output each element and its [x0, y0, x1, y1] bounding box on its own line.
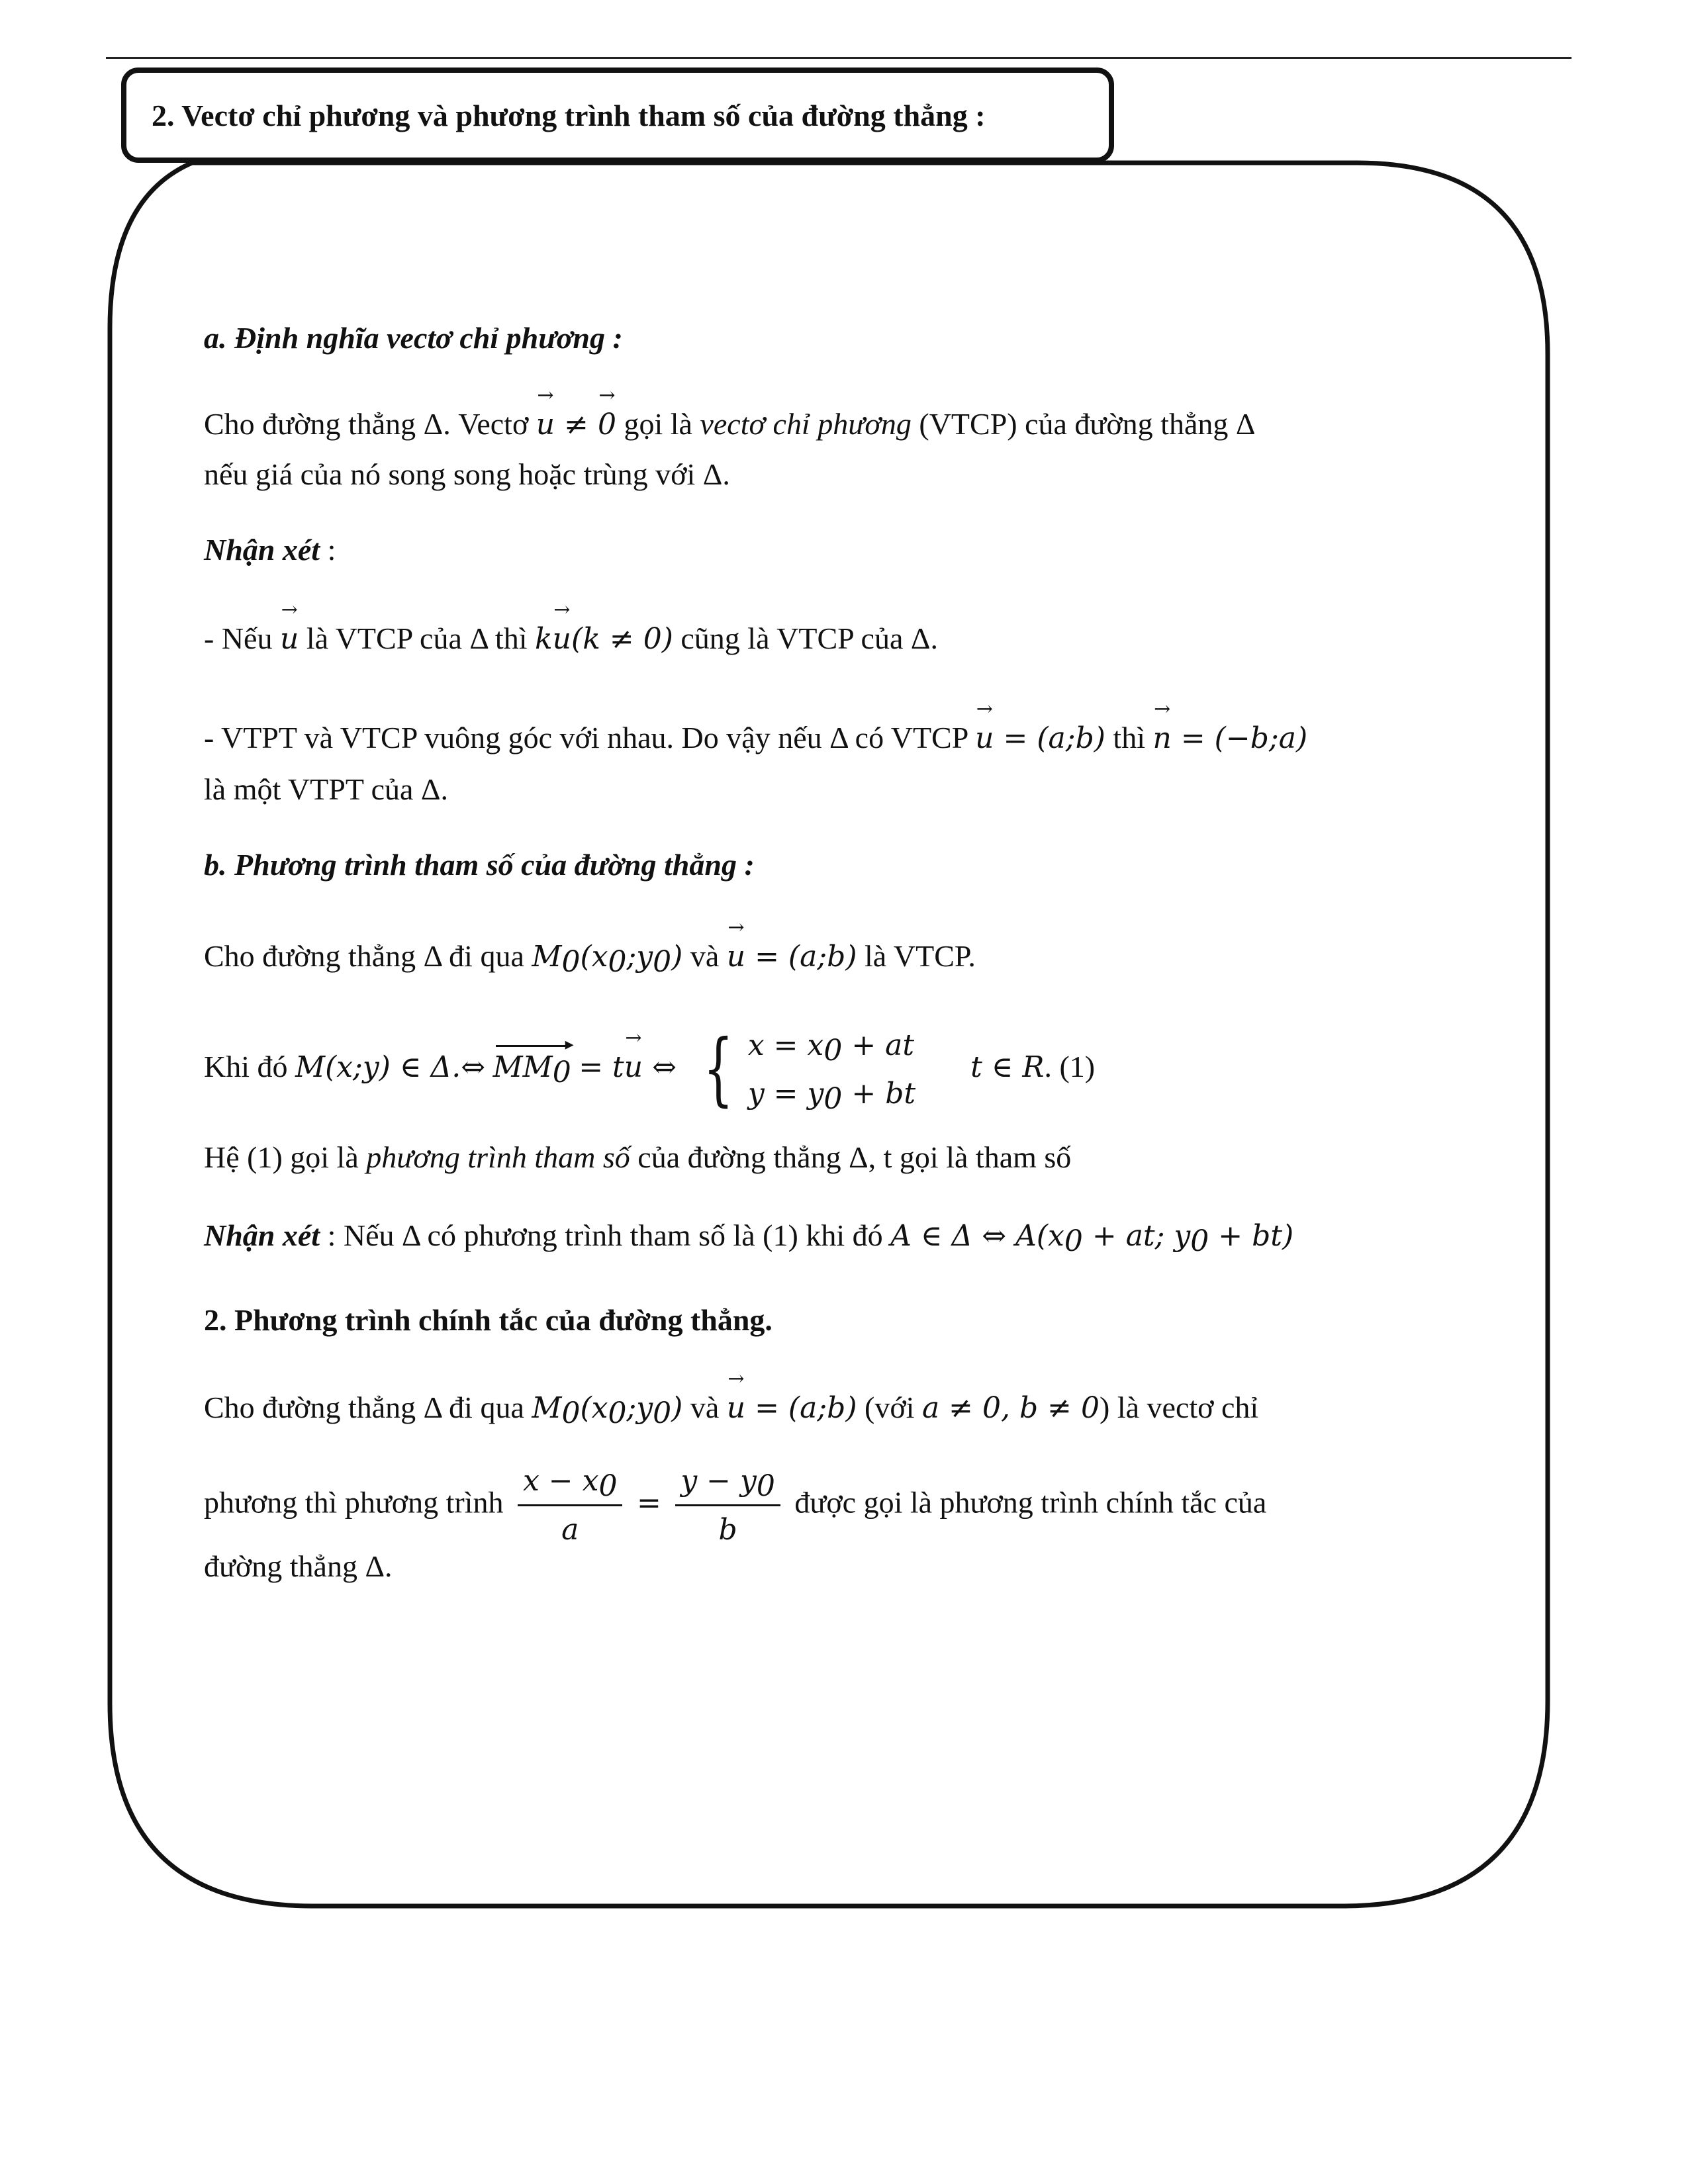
remark-a-item-2-line-2: là một VTPT của Δ. [204, 772, 449, 806]
text: : [320, 533, 336, 567]
param-system [693, 1023, 916, 1116]
heading-b: b. Phương trình tham số của đường thẳng : [204, 848, 755, 882]
text: Cho đường thẳng Δ đi qua [204, 939, 524, 973]
text: thì [1113, 721, 1145, 754]
section-title: 2. Vectơ chỉ phương và phương trình tham số của đường thẳng : [152, 98, 986, 132]
italic-term: phương trình tham số [366, 1140, 630, 1174]
text: : Nếu Δ có phương trình tham số là (1) khi đó [320, 1218, 883, 1252]
text: (VTCP) của đường thẳng Δ [919, 407, 1256, 441]
math-t-in-r: t ∈ R [970, 1050, 1045, 1084]
math-condition: a ≠ 0, b ≠ 0 [921, 1391, 1100, 1425]
system-eq-x: $x = x_0$ + at [747, 1028, 915, 1068]
param-line-3 [204, 1137, 1071, 1178]
text: Cho đường thẳng Δ. Vectơ [204, 407, 529, 441]
heading-2: 2. Phương trình chính tắc của đường thẳng. [204, 1303, 773, 1337]
remark-label: Nhận xét [204, 533, 320, 567]
math-u-neq-0: → u ≠ → 0 [536, 408, 616, 441]
text: và [690, 939, 720, 973]
remark-b [204, 1215, 1293, 1256]
definition-line-2: nếu giá của nó song song hoặc trùng với Δ. [204, 457, 730, 491]
canonical-line-2 [204, 1461, 1266, 1550]
text: ) là vectơ chỉ [1100, 1390, 1259, 1424]
text: gọi là [624, 407, 692, 441]
definition-line-1 [204, 404, 1255, 445]
param-line-2 [204, 1023, 1096, 1116]
equals: = [636, 1486, 661, 1520]
text: (với [865, 1390, 915, 1424]
fraction-y: $\frac{y - y_0}{b}$ [675, 1461, 780, 1550]
math-u: → u [280, 619, 299, 659]
text: Khi đó [204, 1049, 288, 1083]
text: là VTCP của Δ thì [306, 621, 528, 655]
heading-a: a. Định nghĩa vectơ chỉ phương : [204, 321, 623, 355]
italic-term: vectơ chỉ phương [700, 407, 912, 441]
math-a-in-delta: A ∈ Δ ⇔ $A(x_0$ + at; $y_0 + bt$) [890, 1219, 1294, 1258]
system-eq-y: $y = y_0$ + bt [747, 1077, 916, 1116]
math-u-ab: → u = (a;b) [727, 1391, 857, 1425]
text: - Nếu [204, 621, 273, 655]
param-line-1 [204, 936, 976, 977]
text: Hệ (1) gọi là [204, 1140, 359, 1174]
fraction-x: $\frac{x - x_0}{a}$ [518, 1461, 623, 1550]
text: và [690, 1390, 720, 1424]
text: . (1) [1044, 1049, 1096, 1083]
text: cũng là VTCP của Δ. [680, 621, 938, 655]
text: phương thì phương trình [204, 1485, 504, 1520]
math-tu: = t→ u ⇔ [579, 1050, 677, 1084]
remark-a [204, 529, 336, 570]
text: của đường thẳng Δ, t gọi là tham số [637, 1140, 1072, 1174]
text: - VTPT và VTCP vuông góc với nhau. Do vậy nếu Δ có VTCP [204, 721, 968, 754]
math-ku: k→ u(k ≠ 0) [535, 622, 673, 656]
remark-a-item-2 [204, 717, 1307, 758]
math-u-ab: → u = (a;b) [975, 721, 1105, 755]
remark-a-item-1 [204, 618, 938, 659]
canonical-line-3: đường thẳng Δ. [204, 1549, 393, 1583]
math-m-in-delta: M(x;y) ∈ Δ.⇔ [295, 1050, 486, 1084]
math-u-ab: → u = (a;b) [727, 940, 857, 974]
math-m0: $M_0(x_0;y_0)$ [532, 940, 683, 979]
remark-label: Nhận xét [204, 1218, 320, 1252]
text: được gọi là phương trình chính tắc của [794, 1485, 1267, 1520]
math-n: → n = (−b;a) [1152, 721, 1307, 755]
canonical-line-1 [204, 1387, 1258, 1428]
math-mm0-vector: $MM_0$ ▸ [493, 1048, 571, 1087]
text: là VTCP. [865, 939, 976, 973]
math-m0: $M_0(x_0;y_0)$ [532, 1391, 683, 1430]
brace: { [703, 1023, 734, 1116]
section-title-box [121, 68, 1114, 163]
text: Cho đường thẳng Δ đi qua [204, 1390, 524, 1424]
